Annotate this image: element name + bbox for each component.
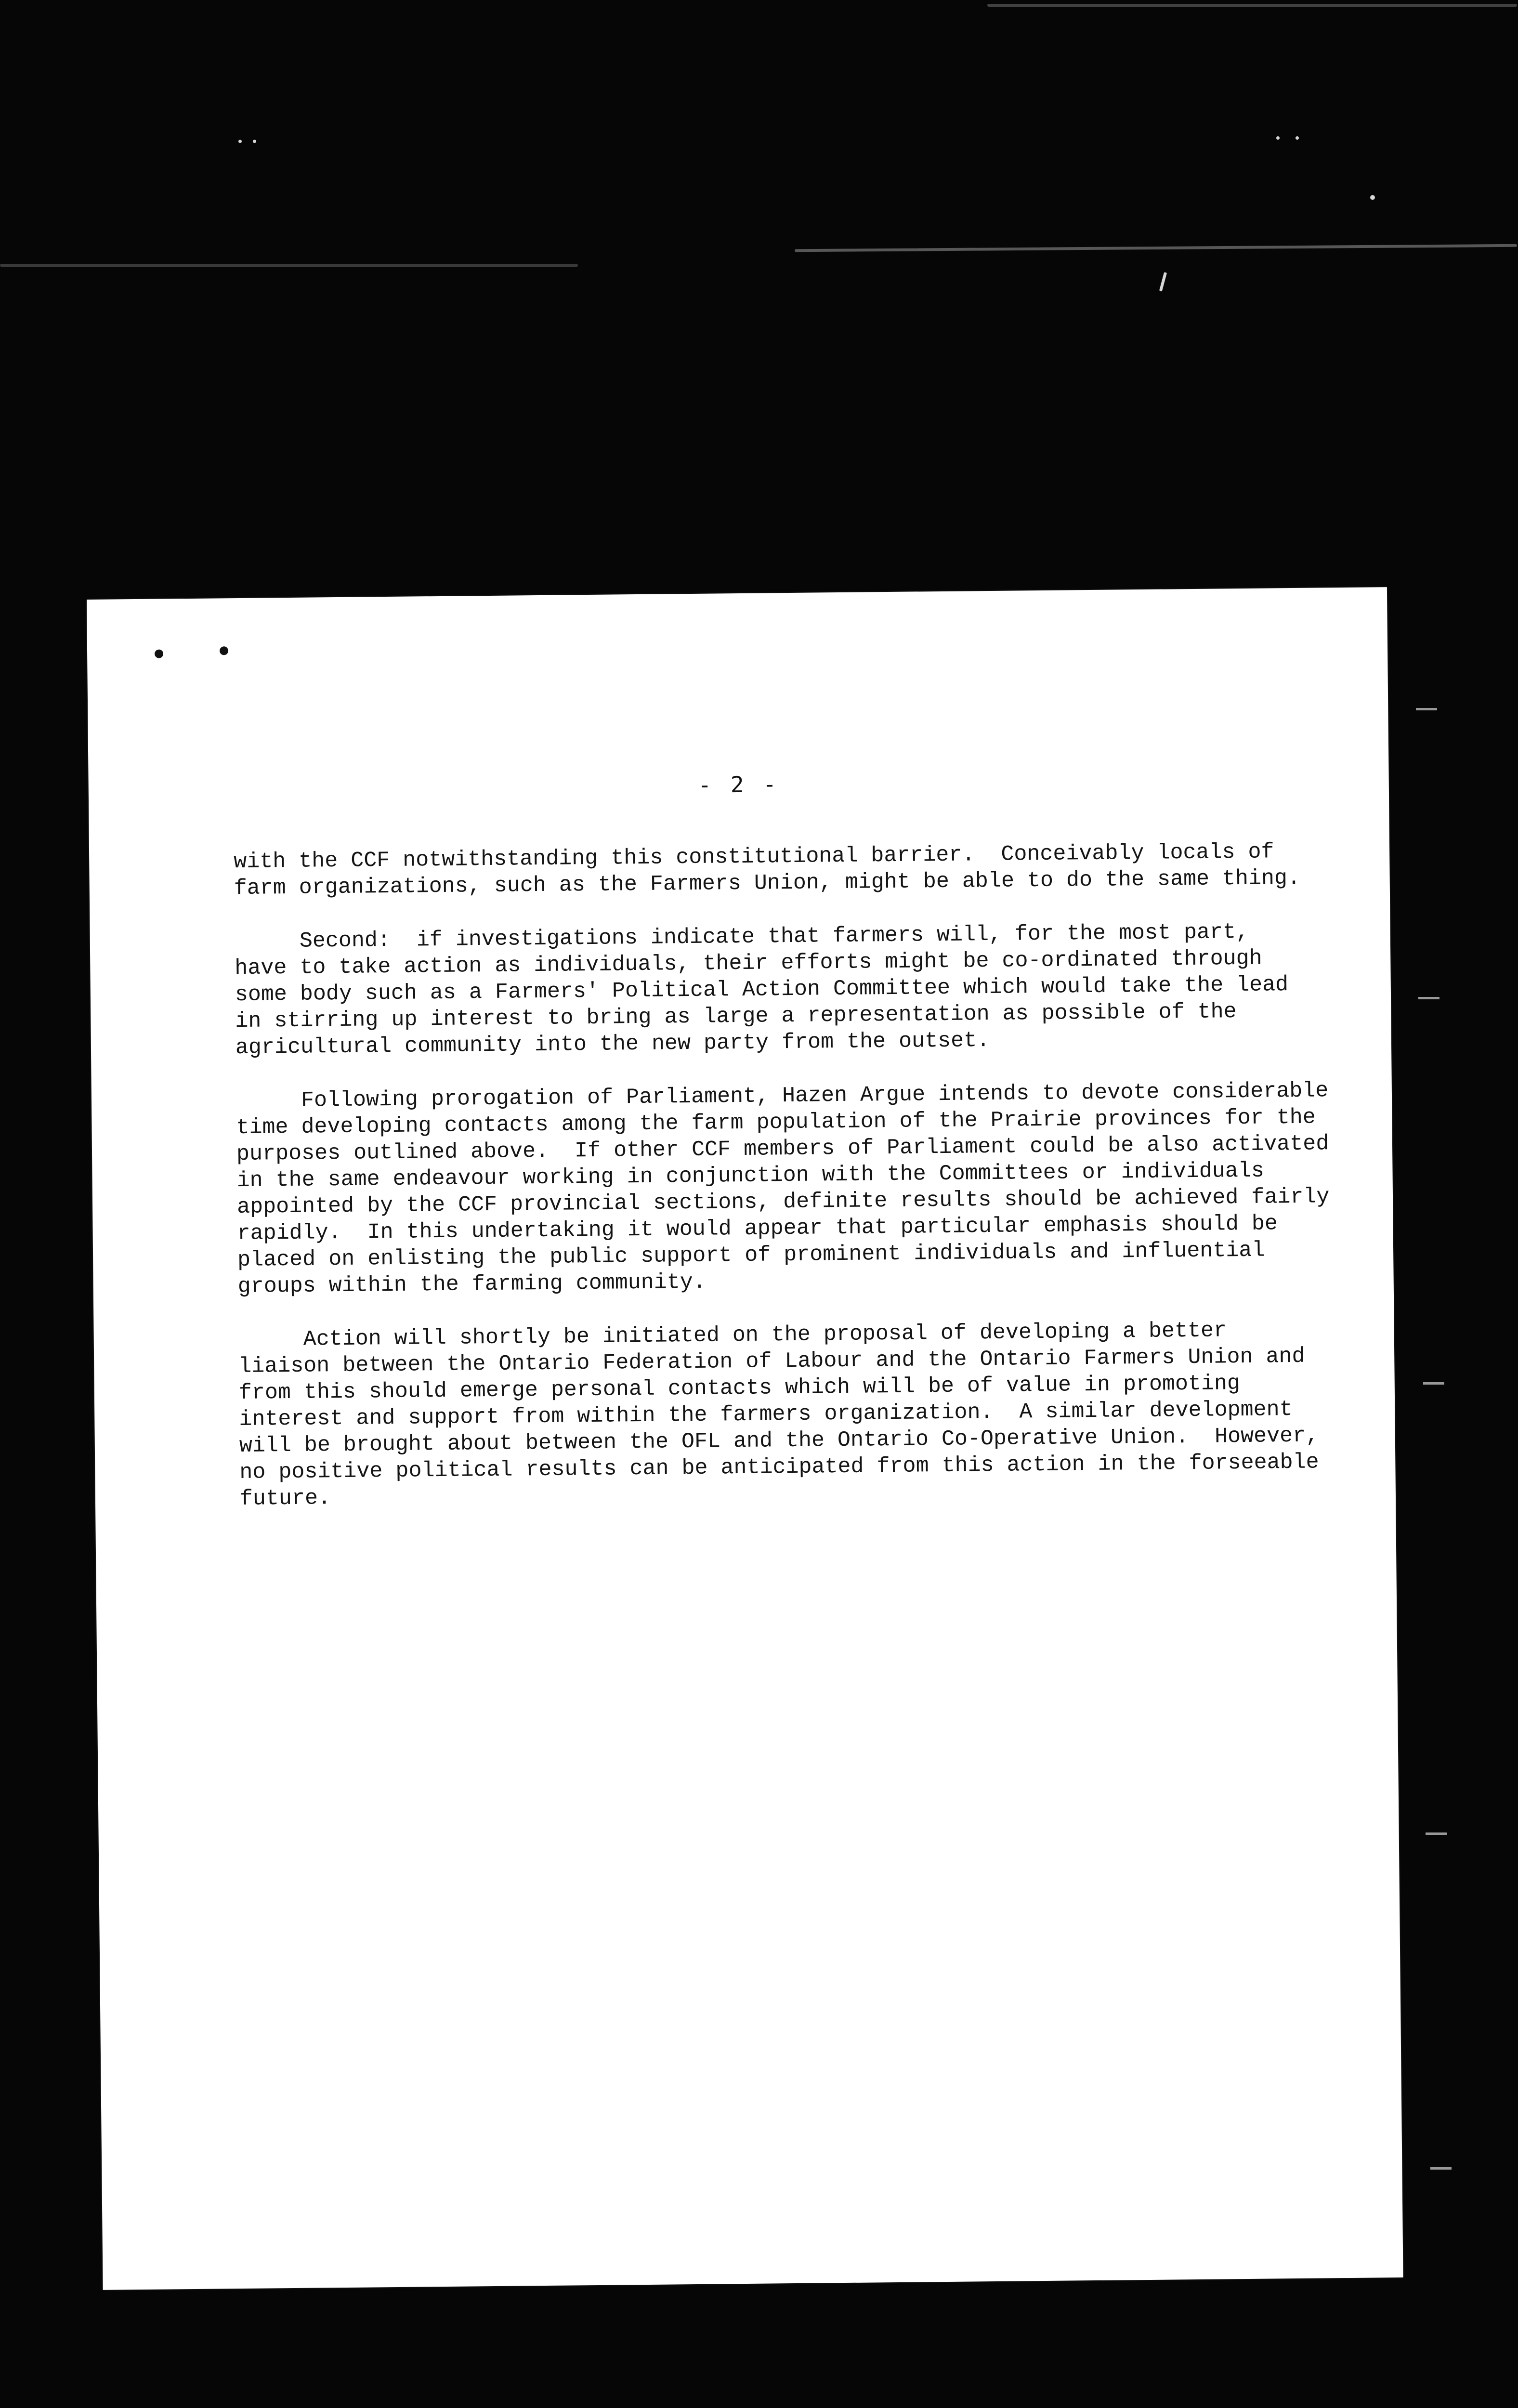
film-speck — [1276, 136, 1280, 140]
text-line: liaison between the Ontario Federation of Labour and the Ontario Farmers Union and — [238, 1344, 1305, 1379]
text-line: appointed by the CCF provincial sections, definite results should be achieved fairly — [236, 1184, 1330, 1220]
text-line: have to take action as individuals, their efforts might be co-ordinated through — [235, 946, 1262, 981]
film-speck — [1370, 195, 1375, 200]
film-scratch — [0, 264, 578, 267]
text-line: purposes outlined above. If other CCF members of Parliament could be also activated — [236, 1131, 1329, 1167]
text-line: with the CCF notwithstanding this constitutional barrier. Conceivably locals of — [233, 839, 1274, 875]
paragraph-1 — [234, 838, 1371, 902]
page-number: - 2 - — [698, 771, 780, 798]
text-line: in the same endeavour working in conjunction with the Committees or individuals — [236, 1158, 1265, 1193]
text-line: time developing contacts among the farm population of the Prairie provinces for the — [236, 1105, 1316, 1140]
punch-mark — [220, 646, 228, 655]
text-line: no positive political results can be anticipated from this action in the forseeable — [239, 1450, 1319, 1485]
film-edge-tick — [1418, 997, 1439, 999]
text-line: Second: if investigations indicate that farmers will, for the most part, — [234, 919, 1249, 955]
text-line: rapidly. In this undertaking it would appear that particular emphasis should be — [237, 1211, 1278, 1246]
film-speck — [253, 140, 256, 143]
paragraph-2 — [235, 917, 1373, 1061]
text-line: interest and support from within the farmers organization. A similar development — [239, 1397, 1293, 1432]
film-edge-tick — [1416, 708, 1437, 710]
text-line: Action will shortly be initiated on the proposal of developing a better — [238, 1318, 1227, 1353]
text-line: agricultural community into the new party from the outset. — [235, 1028, 990, 1060]
text-line: farm organizations, such as the Farmers Union, might be able to do the same thing. — [234, 865, 1301, 901]
text-line: placed on enlisting the public support of prominent individuals and influential — [237, 1238, 1265, 1273]
film-speck — [1296, 136, 1299, 140]
film-edge-tick — [1426, 1832, 1447, 1835]
film-edge-tick — [1423, 1382, 1444, 1385]
film-speck — [238, 140, 242, 143]
film-scratch — [795, 244, 1517, 252]
film-scratch — [987, 4, 1517, 7]
text-line: Following prorogation of Parliament, Hazen Argue intends to devote considerable — [236, 1078, 1329, 1114]
paragraph-4 — [238, 1316, 1377, 1512]
text-line: from this should emerge personal contacts which will be of value in promoting — [238, 1371, 1241, 1406]
document-page — [87, 587, 1403, 2290]
text-line: will be brought about between the OFL and the Ontario Co-Operative Union. However, — [239, 1423, 1319, 1459]
text-line: future. — [239, 1486, 331, 1512]
letter-body — [234, 838, 1377, 1539]
text-line: in stirring up interest to bring as large a representation as possible of the — [235, 999, 1237, 1034]
film-speck — [1159, 272, 1167, 291]
paragraph-3 — [236, 1077, 1374, 1300]
text-line: some body such as a Farmers' Political Action Committee which would take the lead — [235, 972, 1289, 1008]
punch-mark — [155, 649, 163, 658]
film-edge-tick — [1430, 2167, 1452, 2170]
text-line: groups within the farming community. — [237, 1269, 707, 1299]
